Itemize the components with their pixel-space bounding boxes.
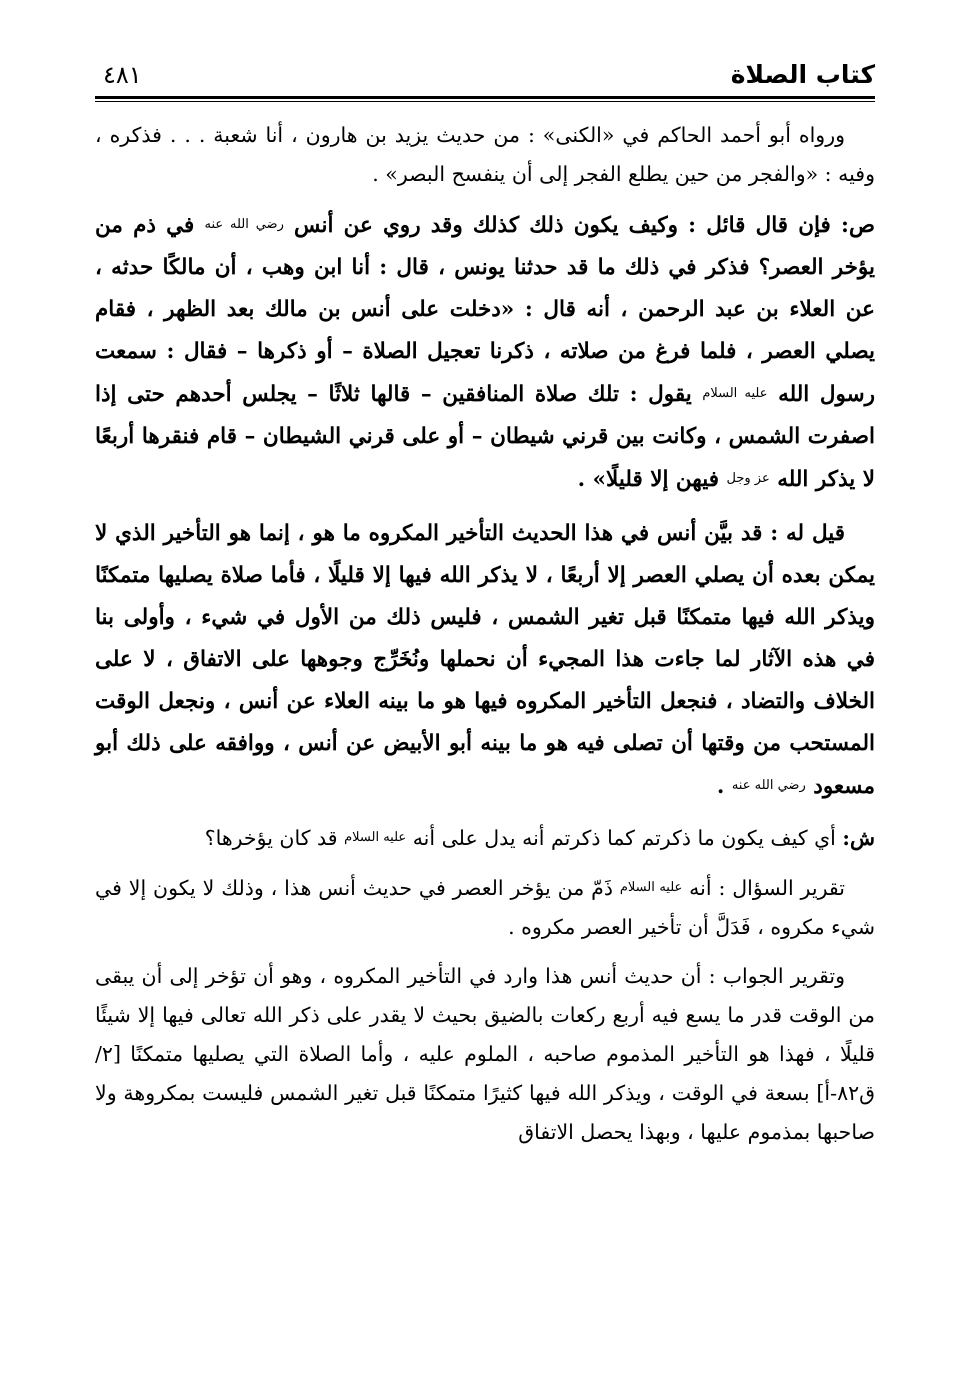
header-rule-thick xyxy=(95,96,875,99)
question-statement-part2: ذَمّ من يؤخر العصر في حديث أنس هذا ، وذلك لا يكون إلا في شيء مكروه ، فَدَلَّ أن تأخير العصر مكروه . xyxy=(95,876,875,939)
answer-statement-text: وتقرير الجواب : أن حديث أنس هذا وارد في التأخير المكروه ، وهو أن تؤخر إلى أن يبقى من الوقت قدر ما يسع فيه أربع ركعات بالضيق بحيث لا يقدر على ذكر الله تعالى فيها إلا شيئًا قليلًا ، فهذا هو التأخير المذموم صاحبه ، الملوم عليه ، وأما الصلاة التي يصليها متمكنًا [٢/ ق٨٢-أ] بسعة في الوقت ، ويذكر الله فيها كثيرًا متمكنًا قبل تغير الشمس فليست بمكروهة ولا صاحبها بمذموم عليها ، وبهذا يحصل الاتفاق xyxy=(95,964,875,1144)
matn-question-part4: فيهن إلا قليلًا» . xyxy=(577,467,719,492)
paragraph-question-statement xyxy=(95,868,875,947)
honorific-prophet-3: عليه السلام xyxy=(619,880,683,895)
matn-question-part2: في ذم من يؤخر العصر؟ فذكر في ذلك ما قد حدثنا يونس ، قال : أنا ابن وهب ، أن مالكًا حدثه ، عن العلاء بن عبد الرحمن ، أنه قال : «دخلت على أنس بن مالك بعد الظهر ، فقام يصلي العصر ، فلما فرغ من صلاته ، ذكرنا تعجيل الصلاة – أو ذكرها – فقال : سمعت رسول الله xyxy=(95,213,875,407)
paragraph-matn-question xyxy=(95,204,875,501)
matn-marker: ص: xyxy=(841,213,875,238)
book-title: كتاب الصلاة xyxy=(730,60,875,89)
honorific-anas-1: رضي الله عنه xyxy=(204,217,284,232)
honorific-prophet-1: عليه السلام xyxy=(702,386,768,401)
paragraph-citation-text: ورواه أبو أحمد الحاكم في «الكنى» : من حديث يزيد بن هارون ، أنا شعبة . . . فذكره ، وفيه : «والفجر من حين يطلع الفجر إلى أن ينفسح البصر» . xyxy=(95,123,875,186)
matn-question-part1: فإن قال قائل : وكيف يكون ذلك كذلك وقد روي عن أنس xyxy=(294,213,831,238)
header-rule-thin xyxy=(95,101,875,102)
matn-answer-end: . xyxy=(716,774,725,799)
honorific-abu-masud: رضي الله عنه xyxy=(731,778,806,793)
paragraph-citation xyxy=(95,116,875,194)
paragraph-matn-answer xyxy=(95,513,875,808)
paragraph-sharh-question xyxy=(95,818,875,858)
matn-answer-text: قيل له : قد بيَّن أنس في هذا الحديث التأخير المكروه ما هو ، إنما هو التأخير الذي لا يمكن بعده أن يصلي العصر إلا أربعًا ، لا يذكر الله فيها إلا قليلًا ، فأما صلاة يصليها متمكنًا ويذكر الله فيها متمكنًا قبل تغير الشمس ، فليس ذلك من الأول في شيء ، وأولى بنا في هذه الآثار لما جاءت هذا المجيء أن نحملها ونُخَرِّج وجوهها على الاتفاق ، لا على الخلاف والتضاد ، فنجعل التأخير المكروه فيها هو ما بينه العلاء عن أنس ، ونجعل الوقت المستحب من وقتها أن تصلى فيه هو ما بينه أبو الأبيض عن أنس ، ووافقه على ذلك أبو مسعود xyxy=(95,521,875,799)
page-number: ٤٨١ xyxy=(103,61,142,89)
honorific-allah: عز وجل xyxy=(726,471,770,486)
sharh-question-part1: أي كيف يكون ما ذكرتم كما ذكرتم أنه يدل على أنه xyxy=(412,826,836,850)
question-statement-part1: تقرير السؤال : أنه xyxy=(689,876,845,900)
sharh-marker: ش: xyxy=(842,826,875,850)
honorific-prophet-2: عليه السلام xyxy=(344,830,407,845)
sharh-question-part2: قد كان يؤخرها؟ xyxy=(204,826,338,850)
matn-question-part3: يقول : تلك صلاة المنافقين – قالها ثلاثًا – يجلس أحدهم حتى إذا اصفرت الشمس ، وكانت بين قرني شيطان – أو على قرني الشيطان – قام فنقرها أربعًا لا يذكر الله xyxy=(95,382,875,492)
book-page xyxy=(95,52,875,1352)
paragraph-answer-statement xyxy=(95,957,875,1152)
page-header xyxy=(95,52,875,90)
